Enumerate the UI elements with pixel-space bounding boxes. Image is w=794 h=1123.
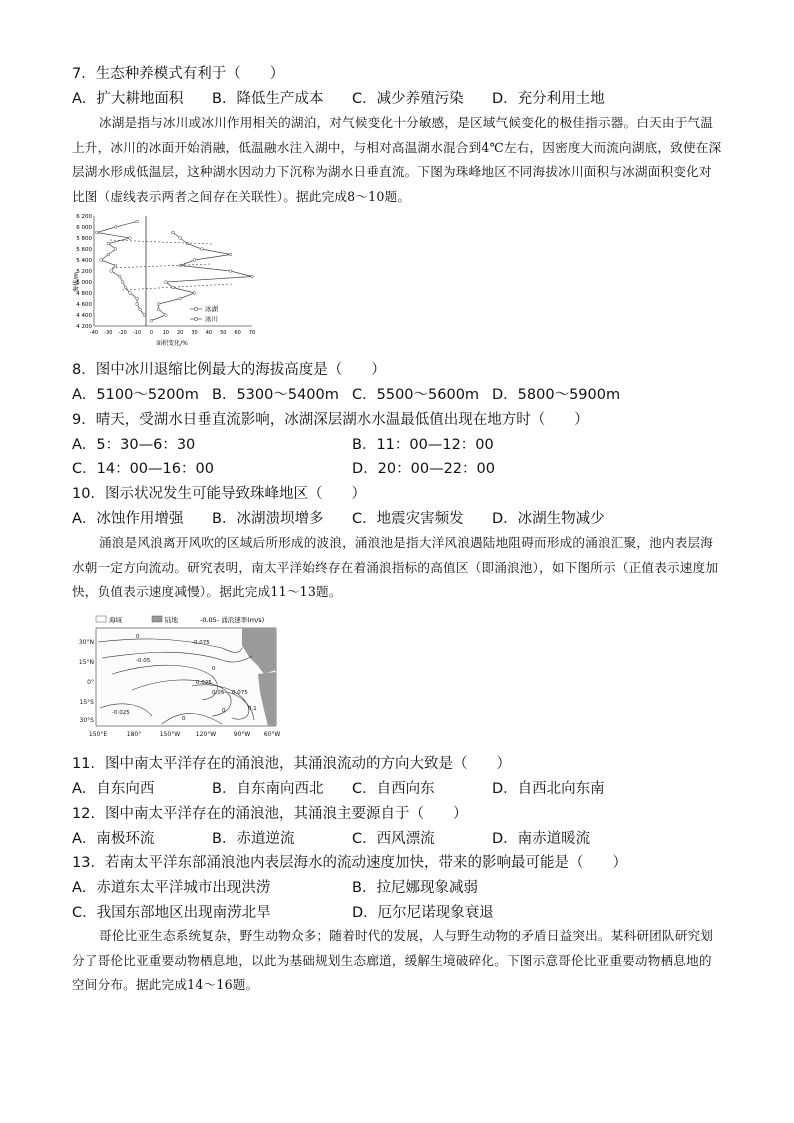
question-11-stem: 11．图中南太平洋存在的涌浪池，其涌浪流动的方向大致是（ ）: [72, 756, 511, 772]
y-tick-label: 5 200: [76, 269, 92, 275]
y-tick-label: 5 600: [76, 247, 92, 253]
option-b[interactable]: B．拉尼娜现象减弱: [352, 880, 478, 896]
data-point: [118, 275, 121, 278]
option-b[interactable]: B．5300～5400m: [212, 387, 339, 403]
fig1-legend: [190, 304, 219, 323]
lon-label: 90°W: [233, 731, 251, 738]
series-line: [151, 233, 252, 321]
x-tick-label: 0: [149, 330, 154, 336]
legend-contour: -0.05- 涌浪速率(m/s): [200, 616, 265, 624]
figure-glacier-lake-chart: [72, 212, 262, 348]
x-tick-label: 20: [176, 330, 184, 336]
x-tick-label: -40: [89, 330, 99, 336]
data-point: [143, 314, 146, 317]
data-point: [251, 275, 254, 278]
y-tick-label: 4 800: [76, 291, 92, 297]
data-point: [136, 220, 139, 223]
lon-label: 150°W: [159, 731, 181, 738]
lat-label: 15°N: [78, 659, 94, 666]
data-point: [172, 286, 175, 289]
option-d[interactable]: D．厄尔尼诺现象衰退: [352, 905, 494, 921]
option-d[interactable]: D．5800～5900m: [492, 387, 621, 403]
figure-swell-pool-map: [72, 612, 282, 744]
data-point: [229, 253, 232, 256]
data-point: [157, 308, 160, 311]
option-a[interactable]: A．扩大耕地面积: [72, 91, 184, 107]
data-point: [164, 281, 167, 284]
x-tick-label: -30: [104, 330, 113, 336]
option-b[interactable]: B．冰湖溃坝增多: [212, 511, 324, 527]
data-point: [110, 270, 113, 273]
legend-lake: 冰湖: [205, 305, 218, 313]
question-13-stem: 13．若南太平洋东部涌浪池内表层海水的流动速度加快，带来的影响最可能是（ ）: [72, 855, 627, 871]
data-point: [121, 281, 124, 284]
contour-label: -0.075: [192, 640, 210, 646]
x-tick-label: 70: [248, 330, 256, 336]
option-d[interactable]: D．南赤道暖流: [492, 831, 591, 847]
lon-label: 60°W: [263, 731, 281, 738]
y-tick-label: 6 000: [76, 225, 92, 231]
question-8-stem: 8．图中冰川退缩比例最大的海拔高度是（ ）: [72, 362, 386, 378]
option-b[interactable]: B．赤道逆流: [212, 831, 295, 847]
option-a[interactable]: A．南极环流: [72, 831, 155, 847]
data-point: [164, 314, 167, 317]
data-point: [124, 286, 127, 289]
y-tick-label: 4 600: [76, 302, 92, 308]
data-point: [136, 297, 139, 300]
fig1-xlabel: 面积变化/%: [156, 340, 188, 347]
x-tick-label: 50: [220, 330, 227, 336]
series-line: [97, 222, 144, 316]
x-tick-label: 40: [205, 330, 213, 336]
passage-colombia-habitat: 哥伦比亚生态系统复杂，野生动物众多；随着时代的发展，人与野生动物的矛盾日益突出。某科研团队研究划分了哥伦比亚重要动物栖息地，以此为基础规划生态廊道，缓解生境破碎化。下图示意哥伦比亚重要动物栖息地的空间分布。据此完成14～16题。: [72, 928, 714, 992]
contour-label: 0.075: [232, 690, 248, 696]
data-point: [200, 248, 203, 251]
legend-sea: 海域: [109, 616, 122, 624]
y-tick-label: 5 000: [76, 280, 92, 286]
contour-label: 0: [136, 634, 140, 640]
option-d[interactable]: D．充分利用土地: [492, 91, 605, 107]
data-point: [193, 259, 196, 262]
y-tick-label: 4 200: [76, 324, 92, 330]
data-point: [107, 253, 110, 256]
data-point: [150, 319, 153, 322]
option-b[interactable]: B．自东南向西北: [212, 781, 324, 797]
y-tick-label: 5 800: [76, 236, 92, 242]
lat-label: 30°N: [78, 639, 94, 646]
data-point: [186, 242, 189, 245]
legend-land: 陆地: [165, 616, 178, 624]
lon-label: 150°E: [88, 731, 108, 738]
option-d[interactable]: D．自西北向东南: [492, 781, 605, 797]
contour-label: 0.05: [212, 690, 225, 696]
fig2-legend: [96, 615, 264, 624]
data-point: [193, 292, 196, 295]
data-point: [129, 237, 132, 240]
option-d[interactable]: D．20：00—22：00: [352, 461, 495, 477]
fig1-ylabel: 海拔/m: [73, 272, 80, 292]
option-c[interactable]: C．地震灾害频发: [352, 511, 464, 527]
data-point: [100, 259, 103, 262]
question-9-stem: 9．晴天，受湖水日垂直流影响，冰湖深层湖水水温最低值出现在地方时（ ）: [72, 412, 589, 428]
x-tick-label: 10: [162, 330, 170, 336]
contour-label: 0: [222, 708, 226, 714]
data-point: [114, 226, 117, 229]
option-d[interactable]: D．冰湖生物减少: [492, 511, 605, 527]
lon-label: 120°W: [195, 731, 217, 738]
legend-glacier: 冰川: [205, 315, 218, 323]
passage-glacial-lake: 冰湖是指与冰川或冰川作用相关的湖泊，对气候变化十分敏感，是区域气候变化的极佳指示器。白天由于气温上升，冰川的冰面开始消融，低温融水注入湖中，与相对高温湖水混合到4℃左右，因密度大而流向湖底，致使在深层湖水形成低温层，这种湖水因动力下沉称为湖水日垂直流。下图为珠峰地区不同海拔冰川面积与冰湖面积变化对比图（虚线表示两者之间存在关联性）。据此完成8～10题。: [72, 115, 722, 204]
y-tick-label: 6 200: [76, 214, 92, 220]
option-a[interactable]: A．5100～5200m: [72, 387, 199, 403]
x-tick-label: 60: [234, 330, 241, 336]
contour-label: 0: [182, 716, 186, 722]
data-point: [229, 270, 232, 273]
option-c[interactable]: C．我国东部地区出现南涝北旱: [72, 905, 271, 921]
option-c[interactable]: C．减少养殖污染: [352, 91, 464, 107]
data-point: [179, 297, 182, 300]
option-b[interactable]: B．降低生产成本: [212, 91, 324, 107]
data-point: [129, 292, 132, 295]
contour-label: -0.05: [136, 658, 151, 664]
data-point: [114, 264, 117, 267]
data-point: [114, 248, 117, 251]
lon-label: 180°: [126, 731, 142, 738]
option-b[interactable]: B．11：00—12：00: [352, 437, 494, 453]
x-tick-label: -10: [133, 330, 142, 336]
y-tick-label: 5 400: [76, 258, 92, 264]
data-point: [157, 303, 160, 306]
data-point: [107, 242, 110, 245]
option-c[interactable]: C．14：00—16：00: [72, 461, 214, 477]
data-point: [136, 303, 139, 306]
contour-label: 0: [212, 666, 216, 672]
y-tick-label: 4 400: [76, 313, 92, 319]
option-c[interactable]: C．西风漂流: [352, 831, 435, 847]
question-12-stem: 12．图中南太平洋存在的涌浪池，其涌浪主要源自于（ ）: [72, 806, 468, 822]
data-point: [179, 237, 182, 240]
option-c[interactable]: C．5500～5600m: [352, 387, 480, 403]
data-point: [172, 231, 175, 234]
data-point: [95, 231, 98, 234]
contour-label: 0.1: [248, 706, 257, 712]
question-10-stem: 10．图示状况发生可能导致珠峰地区（ ）: [72, 486, 366, 502]
x-tick-label: 30: [191, 330, 198, 336]
x-tick-label: -20: [118, 330, 127, 336]
contour-label: -0.025: [112, 710, 130, 716]
option-a[interactable]: A．自东向西: [72, 781, 155, 797]
option-a[interactable]: A．冰蚀作用增强: [72, 511, 184, 527]
lat-label: 15°S: [79, 699, 94, 706]
data-point: [139, 308, 142, 311]
option-a[interactable]: A．赤道东太平洋城市出现洪涝: [72, 880, 271, 896]
lat-label: 0°: [87, 679, 94, 686]
contour-label: 0.025: [196, 680, 212, 686]
lat-label: 30°S: [79, 717, 94, 724]
question-7-stem: 7．生态种养模式有利于（ ）: [72, 66, 285, 82]
passage-swell-pool: 涌浪是风浪离开风吹的区域后所形成的波浪，涌浪池是指大洋风浪遇陆地阻碍而形成的涌浪汇聚，池内表层海水朝一定方向流动。研究表明，南太平洋始终存在着涌浪指标的高值区（即涌浪池），如下图所示（正值表示速度加快，负值表示速度减慢）。据此完成11～13题。: [72, 535, 719, 599]
option-a[interactable]: A．5：30—6：30: [72, 437, 196, 453]
option-c[interactable]: C．自西向东: [352, 781, 435, 797]
